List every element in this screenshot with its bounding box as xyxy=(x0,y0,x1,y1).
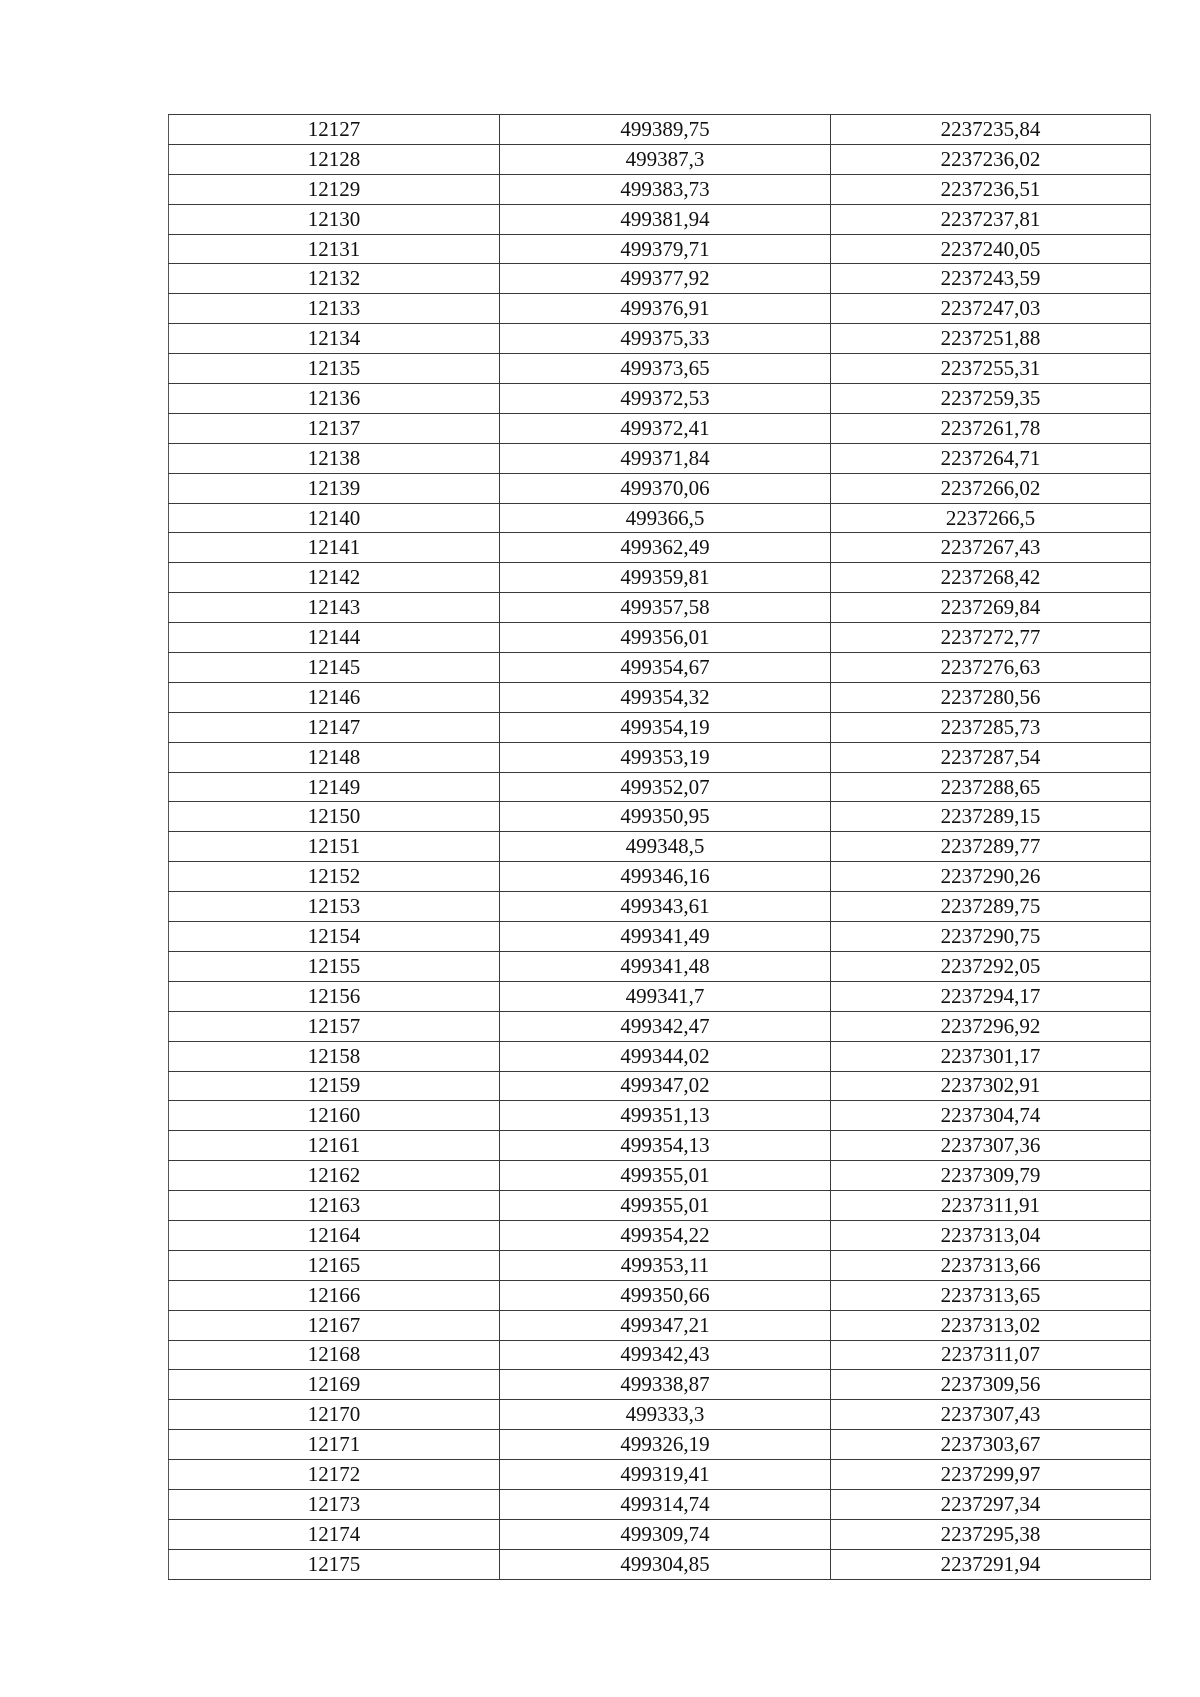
table-row xyxy=(169,1460,1151,1490)
table-row xyxy=(169,653,1151,683)
point-number-cell: 12162 xyxy=(169,1161,500,1191)
y-coordinate-cell: 2237313,02 xyxy=(831,1310,1151,1340)
x-coordinate-cell: 499376,91 xyxy=(500,294,831,324)
table-row xyxy=(169,1191,1151,1221)
point-number-cell: 12154 xyxy=(169,922,500,952)
point-number-cell: 12156 xyxy=(169,981,500,1011)
table-row xyxy=(169,892,1151,922)
point-number-cell: 12140 xyxy=(169,503,500,533)
y-coordinate-cell: 2237266,5 xyxy=(831,503,1151,533)
x-coordinate-cell: 499346,16 xyxy=(500,862,831,892)
y-coordinate-cell: 2237287,54 xyxy=(831,742,1151,772)
y-coordinate-cell: 2237309,56 xyxy=(831,1370,1151,1400)
y-coordinate-cell: 2237268,42 xyxy=(831,563,1151,593)
y-coordinate-cell: 2237307,43 xyxy=(831,1400,1151,1430)
x-coordinate-cell: 499352,07 xyxy=(500,772,831,802)
point-number-cell: 12151 xyxy=(169,832,500,862)
table-row xyxy=(169,384,1151,414)
point-number-cell: 12144 xyxy=(169,623,500,653)
y-coordinate-cell: 2237276,63 xyxy=(831,653,1151,683)
x-coordinate-cell: 499372,41 xyxy=(500,413,831,443)
y-coordinate-cell: 2237313,65 xyxy=(831,1280,1151,1310)
point-number-cell: 12172 xyxy=(169,1460,500,1490)
x-coordinate-cell: 499343,61 xyxy=(500,892,831,922)
x-coordinate-cell: 499389,75 xyxy=(500,115,831,145)
table-row xyxy=(169,862,1151,892)
table-row xyxy=(169,354,1151,384)
x-coordinate-cell: 499348,5 xyxy=(500,832,831,862)
y-coordinate-cell: 2237236,02 xyxy=(831,144,1151,174)
table-row xyxy=(169,951,1151,981)
y-coordinate-cell: 2237280,56 xyxy=(831,682,1151,712)
x-coordinate-cell: 499354,32 xyxy=(500,682,831,712)
y-coordinate-cell: 2237302,91 xyxy=(831,1071,1151,1101)
point-number-cell: 12159 xyxy=(169,1071,500,1101)
y-coordinate-cell: 2237269,84 xyxy=(831,593,1151,623)
x-coordinate-cell: 499354,67 xyxy=(500,653,831,683)
point-number-cell: 12135 xyxy=(169,354,500,384)
point-number-cell: 12175 xyxy=(169,1549,500,1579)
x-coordinate-cell: 499366,5 xyxy=(500,503,831,533)
table-row xyxy=(169,1011,1151,1041)
point-number-cell: 12174 xyxy=(169,1519,500,1549)
x-coordinate-cell: 499387,3 xyxy=(500,144,831,174)
table-row xyxy=(169,413,1151,443)
x-coordinate-cell: 499353,11 xyxy=(500,1250,831,1280)
y-coordinate-cell: 2237288,65 xyxy=(831,772,1151,802)
x-coordinate-cell: 499326,19 xyxy=(500,1430,831,1460)
y-coordinate-cell: 2237296,92 xyxy=(831,1011,1151,1041)
x-coordinate-cell: 499371,84 xyxy=(500,443,831,473)
table-row xyxy=(169,324,1151,354)
point-number-cell: 12133 xyxy=(169,294,500,324)
x-coordinate-cell: 499356,01 xyxy=(500,623,831,653)
point-number-cell: 12141 xyxy=(169,533,500,563)
x-coordinate-cell: 499341,48 xyxy=(500,951,831,981)
table-row xyxy=(169,712,1151,742)
table-row xyxy=(169,772,1151,802)
x-coordinate-cell: 499354,13 xyxy=(500,1131,831,1161)
point-number-cell: 12167 xyxy=(169,1310,500,1340)
x-coordinate-cell: 499377,92 xyxy=(500,264,831,294)
y-coordinate-cell: 2237237,81 xyxy=(831,204,1151,234)
y-coordinate-cell: 2237299,97 xyxy=(831,1460,1151,1490)
point-number-cell: 12171 xyxy=(169,1430,500,1460)
table-row xyxy=(169,1220,1151,1250)
table-row xyxy=(169,1131,1151,1161)
x-coordinate-cell: 499357,58 xyxy=(500,593,831,623)
table-row xyxy=(169,174,1151,204)
point-number-cell: 12158 xyxy=(169,1041,500,1071)
y-coordinate-cell: 2237291,94 xyxy=(831,1549,1151,1579)
y-coordinate-cell: 2237290,26 xyxy=(831,862,1151,892)
table-row xyxy=(169,832,1151,862)
x-coordinate-cell: 499375,33 xyxy=(500,324,831,354)
point-number-cell: 12168 xyxy=(169,1340,500,1370)
x-coordinate-cell: 499341,49 xyxy=(500,922,831,952)
point-number-cell: 12129 xyxy=(169,174,500,204)
table-row xyxy=(169,533,1151,563)
y-coordinate-cell: 2237285,73 xyxy=(831,712,1151,742)
table-row xyxy=(169,1489,1151,1519)
point-number-cell: 12147 xyxy=(169,712,500,742)
y-coordinate-cell: 2237297,34 xyxy=(831,1489,1151,1519)
y-coordinate-cell: 2237303,67 xyxy=(831,1430,1151,1460)
point-number-cell: 12170 xyxy=(169,1400,500,1430)
y-coordinate-cell: 2237294,17 xyxy=(831,981,1151,1011)
point-number-cell: 12152 xyxy=(169,862,500,892)
y-coordinate-cell: 2237266,02 xyxy=(831,473,1151,503)
x-coordinate-cell: 499304,85 xyxy=(500,1549,831,1579)
x-coordinate-cell: 499333,3 xyxy=(500,1400,831,1430)
table-row xyxy=(169,204,1151,234)
y-coordinate-cell: 2237264,71 xyxy=(831,443,1151,473)
y-coordinate-cell: 2237304,74 xyxy=(831,1101,1151,1131)
table-row xyxy=(169,563,1151,593)
table-row xyxy=(169,294,1151,324)
point-number-cell: 12149 xyxy=(169,772,500,802)
table-row xyxy=(169,922,1151,952)
point-number-cell: 12136 xyxy=(169,384,500,414)
point-number-cell: 12153 xyxy=(169,892,500,922)
table-row xyxy=(169,473,1151,503)
x-coordinate-cell: 499353,19 xyxy=(500,742,831,772)
coordinates-table xyxy=(168,114,1151,1580)
x-coordinate-cell: 499319,41 xyxy=(500,1460,831,1490)
y-coordinate-cell: 2237235,84 xyxy=(831,115,1151,145)
point-number-cell: 12139 xyxy=(169,473,500,503)
table-row xyxy=(169,1430,1151,1460)
point-number-cell: 12127 xyxy=(169,115,500,145)
y-coordinate-cell: 2237301,17 xyxy=(831,1041,1151,1071)
point-number-cell: 12130 xyxy=(169,204,500,234)
y-coordinate-cell: 2237290,75 xyxy=(831,922,1151,952)
table-row xyxy=(169,503,1151,533)
x-coordinate-cell: 499379,71 xyxy=(500,234,831,264)
x-coordinate-cell: 499372,53 xyxy=(500,384,831,414)
x-coordinate-cell: 499344,02 xyxy=(500,1041,831,1071)
point-number-cell: 12131 xyxy=(169,234,500,264)
table-row xyxy=(169,1340,1151,1370)
y-coordinate-cell: 2237240,05 xyxy=(831,234,1151,264)
point-number-cell: 12148 xyxy=(169,742,500,772)
x-coordinate-cell: 499362,49 xyxy=(500,533,831,563)
y-coordinate-cell: 2237272,77 xyxy=(831,623,1151,653)
x-coordinate-cell: 499350,66 xyxy=(500,1280,831,1310)
x-coordinate-cell: 499314,74 xyxy=(500,1489,831,1519)
x-coordinate-cell: 499342,43 xyxy=(500,1340,831,1370)
y-coordinate-cell: 2237311,91 xyxy=(831,1191,1151,1221)
y-coordinate-cell: 2237243,59 xyxy=(831,264,1151,294)
y-coordinate-cell: 2237289,15 xyxy=(831,802,1151,832)
x-coordinate-cell: 499342,47 xyxy=(500,1011,831,1041)
point-number-cell: 12166 xyxy=(169,1280,500,1310)
table-row xyxy=(169,742,1151,772)
point-number-cell: 12163 xyxy=(169,1191,500,1221)
point-number-cell: 12157 xyxy=(169,1011,500,1041)
y-coordinate-cell: 2237311,07 xyxy=(831,1340,1151,1370)
coordinates-table-body xyxy=(169,115,1151,1580)
y-coordinate-cell: 2237289,75 xyxy=(831,892,1151,922)
x-coordinate-cell: 499354,19 xyxy=(500,712,831,742)
x-coordinate-cell: 499354,22 xyxy=(500,1220,831,1250)
x-coordinate-cell: 499381,94 xyxy=(500,204,831,234)
point-number-cell: 12132 xyxy=(169,264,500,294)
table-row xyxy=(169,1519,1151,1549)
point-number-cell: 12134 xyxy=(169,324,500,354)
table-row xyxy=(169,1161,1151,1191)
point-number-cell: 12142 xyxy=(169,563,500,593)
x-coordinate-cell: 499338,87 xyxy=(500,1370,831,1400)
point-number-cell: 12160 xyxy=(169,1101,500,1131)
y-coordinate-cell: 2237313,66 xyxy=(831,1250,1151,1280)
x-coordinate-cell: 499309,74 xyxy=(500,1519,831,1549)
table-row xyxy=(169,593,1151,623)
y-coordinate-cell: 2237261,78 xyxy=(831,413,1151,443)
point-number-cell: 12164 xyxy=(169,1220,500,1250)
y-coordinate-cell: 2237295,38 xyxy=(831,1519,1151,1549)
table-row xyxy=(169,144,1151,174)
table-row xyxy=(169,682,1151,712)
x-coordinate-cell: 499370,06 xyxy=(500,473,831,503)
x-coordinate-cell: 499341,7 xyxy=(500,981,831,1011)
table-row xyxy=(169,1549,1151,1579)
y-coordinate-cell: 2237259,35 xyxy=(831,384,1151,414)
point-number-cell: 12169 xyxy=(169,1370,500,1400)
x-coordinate-cell: 499351,13 xyxy=(500,1101,831,1131)
table-row xyxy=(169,802,1151,832)
point-number-cell: 12173 xyxy=(169,1489,500,1519)
table-row xyxy=(169,443,1151,473)
point-number-cell: 12161 xyxy=(169,1131,500,1161)
point-number-cell: 12128 xyxy=(169,144,500,174)
x-coordinate-cell: 499347,02 xyxy=(500,1071,831,1101)
table-row xyxy=(169,1370,1151,1400)
table-row xyxy=(169,1310,1151,1340)
x-coordinate-cell: 499373,65 xyxy=(500,354,831,384)
y-coordinate-cell: 2237309,79 xyxy=(831,1161,1151,1191)
y-coordinate-cell: 2237251,88 xyxy=(831,324,1151,354)
y-coordinate-cell: 2237255,31 xyxy=(831,354,1151,384)
point-number-cell: 12145 xyxy=(169,653,500,683)
point-number-cell: 12155 xyxy=(169,951,500,981)
point-number-cell: 12143 xyxy=(169,593,500,623)
table-row xyxy=(169,1250,1151,1280)
x-coordinate-cell: 499383,73 xyxy=(500,174,831,204)
table-row xyxy=(169,981,1151,1011)
point-number-cell: 12146 xyxy=(169,682,500,712)
table-row xyxy=(169,234,1151,264)
point-number-cell: 12138 xyxy=(169,443,500,473)
table-row xyxy=(169,1280,1151,1310)
table-row xyxy=(169,1400,1151,1430)
y-coordinate-cell: 2237247,03 xyxy=(831,294,1151,324)
y-coordinate-cell: 2237289,77 xyxy=(831,832,1151,862)
table-row xyxy=(169,1101,1151,1131)
point-number-cell: 12165 xyxy=(169,1250,500,1280)
table-row xyxy=(169,1071,1151,1101)
x-coordinate-cell: 499355,01 xyxy=(500,1161,831,1191)
table-row xyxy=(169,1041,1151,1071)
x-coordinate-cell: 499355,01 xyxy=(500,1191,831,1221)
table-row xyxy=(169,115,1151,145)
y-coordinate-cell: 2237292,05 xyxy=(831,951,1151,981)
point-number-cell: 12137 xyxy=(169,413,500,443)
table-row xyxy=(169,623,1151,653)
x-coordinate-cell: 499350,95 xyxy=(500,802,831,832)
table-row xyxy=(169,264,1151,294)
point-number-cell: 12150 xyxy=(169,802,500,832)
x-coordinate-cell: 499359,81 xyxy=(500,563,831,593)
y-coordinate-cell: 2237313,04 xyxy=(831,1220,1151,1250)
x-coordinate-cell: 499347,21 xyxy=(500,1310,831,1340)
y-coordinate-cell: 2237236,51 xyxy=(831,174,1151,204)
y-coordinate-cell: 2237307,36 xyxy=(831,1131,1151,1161)
y-coordinate-cell: 2237267,43 xyxy=(831,533,1151,563)
